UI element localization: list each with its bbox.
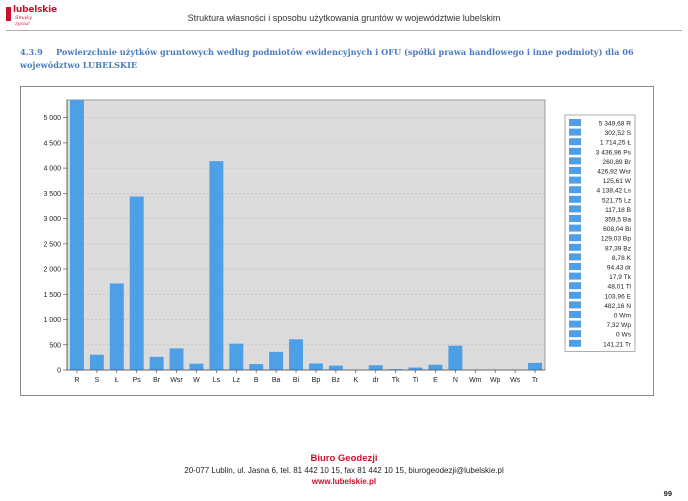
x-tick-label: Bp bbox=[311, 377, 321, 384]
footer-website-link[interactable]: www.lubelskie.pl bbox=[311, 477, 377, 486]
legend-label: 17,9 Tk bbox=[609, 274, 631, 282]
chart-frame bbox=[20, 86, 654, 396]
bar-Ba bbox=[269, 352, 283, 370]
bar-Ls bbox=[209, 161, 223, 370]
x-tick-label: E bbox=[433, 377, 438, 384]
bar-Tr bbox=[528, 363, 542, 370]
legend-swatch bbox=[569, 244, 581, 251]
x-tick-label: Bi bbox=[292, 377, 300, 384]
y-tick-label: 4 000 bbox=[43, 165, 61, 173]
legend-swatch bbox=[569, 167, 581, 174]
x-tick-label: K bbox=[353, 377, 359, 384]
bar-Ps bbox=[130, 197, 144, 370]
legend-label: 117,18 B bbox=[605, 206, 631, 214]
legend-label: 359,5 Ba bbox=[604, 216, 631, 224]
bar-Wsr bbox=[170, 348, 184, 370]
legend-swatch bbox=[569, 301, 581, 308]
x-tick-label: Wm bbox=[469, 377, 482, 384]
y-tick-label: 3 000 bbox=[43, 216, 61, 224]
legend-label: 482,16 N bbox=[604, 302, 631, 310]
legend-label: 1 714,25 Ł bbox=[599, 139, 631, 147]
x-tick-label: dr bbox=[372, 377, 379, 384]
page-header-title: Struktura własności i sposobu użytkowania gruntów w województwie lubelskim bbox=[187, 13, 501, 23]
bar-N bbox=[448, 346, 462, 370]
footer-address: 20-077 Lublin, ul. Jasna 6, tel. 81 442 10 15, fax 81 442 10 15, biurogeodezji@lubelskie.pl bbox=[184, 466, 504, 475]
legend-swatch bbox=[569, 340, 581, 347]
bar-Bp bbox=[309, 363, 323, 370]
bar-Bi bbox=[289, 339, 303, 370]
legend-label: 94,43 dr bbox=[606, 264, 631, 272]
logo-tagline: Smaky życia! bbox=[15, 15, 33, 27]
y-tick-label: 5 000 bbox=[43, 115, 61, 123]
y-tick-label: 2 000 bbox=[43, 266, 61, 274]
x-tick-label: Ti bbox=[412, 377, 419, 384]
legend-label: 0 Ws bbox=[615, 331, 631, 339]
legend-swatch bbox=[569, 148, 581, 155]
bar-dr bbox=[369, 365, 383, 370]
legend-swatch bbox=[569, 273, 581, 280]
x-tick-label: Tk bbox=[391, 377, 400, 384]
legend-label: 4 138,42 Ls bbox=[596, 187, 631, 195]
section-title: Powierzchnie użytków gruntowych według podmiotów ewidencyjnych i OFU (spółki prawa handlowego i inne podmioty) dla 06 województwo LUBELSKIE bbox=[20, 47, 634, 70]
y-tick-label: 2 500 bbox=[43, 241, 61, 249]
x-tick-label: Ba bbox=[271, 377, 281, 384]
legend-swatch bbox=[569, 330, 581, 337]
legend-label: 0 Wm bbox=[613, 312, 631, 320]
legend-swatch bbox=[569, 253, 581, 260]
legend-label: 141,21 Tr bbox=[603, 341, 631, 349]
legend-label: 5 349,68 R bbox=[598, 120, 631, 128]
legend-label: 608,04 Bi bbox=[603, 226, 631, 234]
x-tick-label: Ls bbox=[212, 377, 221, 384]
legend-label: 260,89 Br bbox=[602, 158, 631, 166]
legend-swatch bbox=[569, 321, 581, 328]
x-tick-label: B bbox=[253, 377, 259, 384]
bar-chart bbox=[21, 87, 653, 395]
legend-swatch bbox=[569, 311, 581, 318]
legend-label: 87,39 Bz bbox=[604, 245, 631, 253]
legend-swatch bbox=[569, 157, 581, 164]
logo-name: lubelskie bbox=[13, 5, 57, 15]
header-divider bbox=[6, 30, 682, 31]
x-tick-label: Br bbox=[153, 377, 161, 384]
legend-label: 3 436,96 Ps bbox=[595, 149, 631, 157]
legend-label: 302,52 S bbox=[604, 130, 631, 138]
legend-swatch bbox=[569, 138, 581, 145]
legend-swatch bbox=[569, 205, 581, 212]
x-tick-label: Wp bbox=[489, 377, 501, 384]
legend-swatch bbox=[569, 215, 581, 222]
bar-S bbox=[90, 355, 104, 370]
x-tick-label: Lz bbox=[232, 377, 240, 384]
legend-label: 521,75 Lz bbox=[602, 197, 631, 205]
section-number: 4.3.9 bbox=[20, 47, 43, 57]
legend-label: 8,78 K bbox=[611, 254, 631, 262]
x-tick-label: R bbox=[74, 377, 80, 384]
section-heading bbox=[20, 46, 675, 72]
legend-swatch bbox=[569, 263, 581, 270]
bar-Bz bbox=[329, 366, 343, 370]
bar-R bbox=[70, 100, 84, 370]
legend-label: 7,32 Wp bbox=[606, 322, 631, 330]
legend-swatch bbox=[569, 119, 581, 126]
x-tick-label: W bbox=[193, 377, 200, 384]
bar-E bbox=[428, 365, 442, 370]
legend-swatch bbox=[569, 186, 581, 193]
y-tick-label: 3 500 bbox=[43, 190, 61, 198]
bar-Ł bbox=[110, 283, 124, 370]
y-tick-label: 0 bbox=[57, 367, 61, 375]
y-tick-label: 1 000 bbox=[43, 317, 61, 325]
legend-swatch bbox=[569, 282, 581, 289]
x-tick-label: Ł bbox=[114, 377, 119, 384]
x-tick-label: N bbox=[452, 377, 458, 384]
legend-label: 426,92 Wsr bbox=[597, 168, 631, 176]
legend-swatch bbox=[569, 225, 581, 232]
bar-Br bbox=[150, 357, 164, 370]
y-tick-label: 4 500 bbox=[43, 140, 61, 148]
x-tick-label: Ws bbox=[510, 377, 521, 384]
bar-Lz bbox=[229, 344, 243, 370]
legend-swatch bbox=[569, 234, 581, 241]
x-tick-label: Ps bbox=[132, 377, 141, 384]
x-tick-label: Tr bbox=[531, 377, 539, 384]
page-number: 99 bbox=[663, 489, 672, 498]
legend-swatch bbox=[569, 177, 581, 184]
x-tick-label: Bz bbox=[331, 377, 340, 384]
legend-swatch bbox=[569, 129, 581, 136]
bar-B bbox=[249, 364, 263, 370]
legend-swatch bbox=[569, 196, 581, 203]
bar-W bbox=[189, 364, 203, 370]
y-tick-label: 1 500 bbox=[43, 291, 61, 299]
x-tick-label: S bbox=[94, 377, 100, 384]
legend-swatch bbox=[569, 292, 581, 299]
legend-label: 129,03 Bp bbox=[600, 235, 631, 243]
y-tick-label: 500 bbox=[49, 342, 61, 350]
legend-label: 103,96 E bbox=[604, 293, 631, 301]
legend-label: 48,01 Ti bbox=[607, 283, 631, 291]
legend-label: 125,61 W bbox=[602, 178, 631, 186]
footer-company: Biuro Geodezji bbox=[310, 453, 378, 464]
x-tick-label: Wsr bbox=[170, 377, 183, 384]
